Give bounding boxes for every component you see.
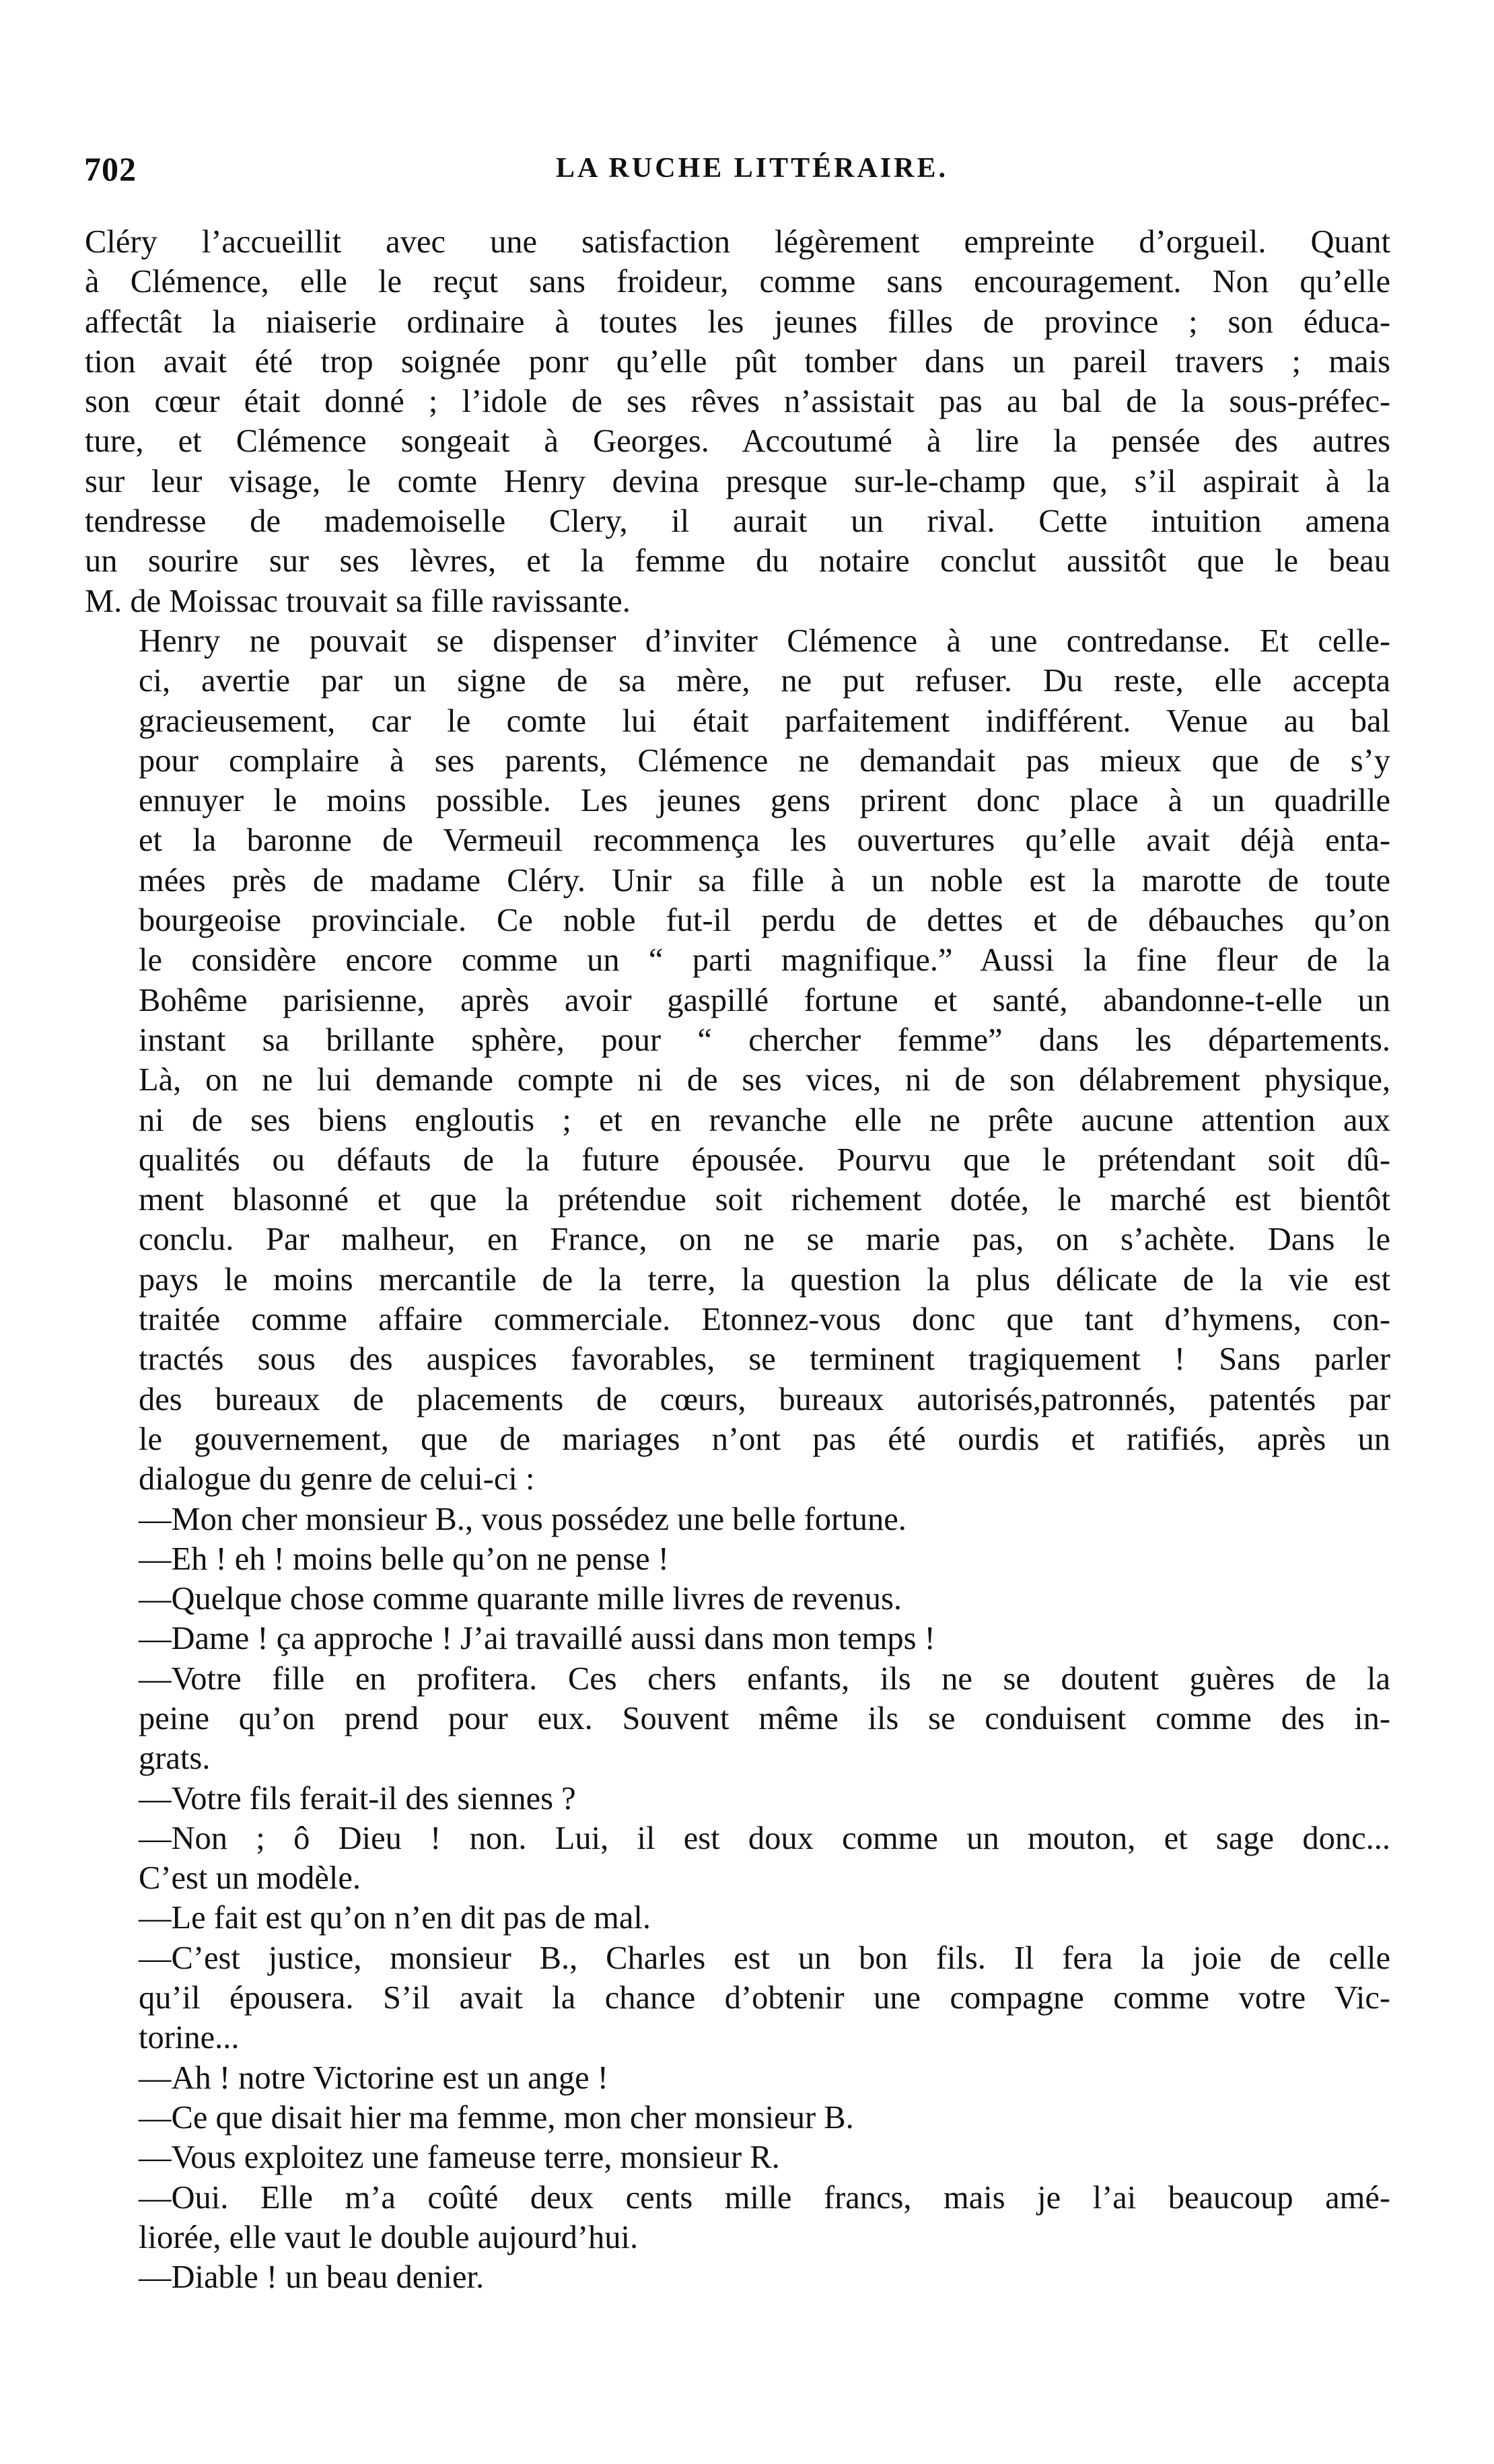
text-line: —C’est justice, monsieur B., Charles est un bon fils. Il fera la joie de celle xyxy=(139,1940,1390,1976)
text-line: —Eh ! eh ! moins belle qu’on ne pense ! xyxy=(139,1541,669,1577)
text-line: Bohême parisienne, après avoir gaspillé fortune et santé, abandonne-t-elle un xyxy=(139,982,1390,1018)
page-number: 702 xyxy=(84,150,137,188)
text-line: le considère encore comme un “ parti magnifique.” Aussi la fine fleur de la xyxy=(139,942,1390,979)
text-line: ci, avertie par un signe de sa mère, ne put refuser. Du reste, elle accepta xyxy=(139,663,1390,699)
paragraph xyxy=(85,2058,1390,2098)
text-line: qualités ou défauts de la future épousée. Pourvu que le prétendant soit dû- xyxy=(139,1141,1390,1178)
text-line: —Dame ! ça approche ! J’ai travaillé aussi dans mon temps ! xyxy=(139,1621,935,1657)
text-line: affectât la niaiserie ordinaire à toutes les jeunes filles de province ; son éduca- xyxy=(85,304,1390,340)
text-line: le gouvernement, que de mariages n’ont pas été ourdis et ratifiés, après un xyxy=(139,1421,1390,1457)
paragraph xyxy=(85,1619,1390,1658)
text-line: —Le fait est qu’on n’en dit pas de mal. xyxy=(139,1900,651,1936)
text-line: —Diable ! un beau denier. xyxy=(139,2259,485,2296)
paragraph xyxy=(85,2178,1390,2258)
text-line: un sourire sur ses lèvres, et la femme du notaire conclut aussitôt que le beau xyxy=(85,543,1390,579)
paragraph xyxy=(85,1579,1390,1619)
text-line: traitée comme affaire commerciale. Etonnez-vous donc que tant d’hymens, con- xyxy=(139,1302,1390,1338)
text-line: ennuyer le moins possible. Les jeunes gens prirent donc place à un quadrille xyxy=(139,783,1390,819)
text-line: dialogue du genre de celui-ci : xyxy=(139,1461,535,1498)
paragraph xyxy=(85,1539,1390,1579)
text-line: peine qu’on prend pour eux. Souvent même ils se conduisent comme des in- xyxy=(139,1700,1390,1736)
text-line: et la baronne de Vermeuil recommença les ouvertures qu’elle avait déjà enta- xyxy=(139,822,1390,859)
text-line: —Votre fille en profitera. Ces chers enfants, ils ne se doutent guères de la xyxy=(139,1660,1390,1697)
text-line: torine... xyxy=(139,2020,240,2056)
text-line: —Quelque chose comme quarante mille livres de revenus. xyxy=(139,1581,902,1617)
text-line: bourgeoise provinciale. Ce noble fut-il perdu de dettes et de débauches qu’on xyxy=(139,903,1390,939)
running-head xyxy=(84,149,1420,192)
text-line: tion avait été trop soignée ponr qu’elle pût tomber dans un pareil travers ; mais xyxy=(85,343,1390,380)
text-line: mées près de madame Cléry. Unir sa fille à un noble est la marotte de toute xyxy=(139,862,1390,899)
text-line: Là, on ne lui demande compte ni de ses vices, ni de son délabrement physique, xyxy=(139,1062,1390,1098)
text-line: qu’il épousera. S’il avait la chance d’obtenir une compagne comme votre Vic- xyxy=(139,1980,1390,2016)
text-line: tendresse de mademoiselle Clery, il aurait un rival. Cette intuition amena xyxy=(85,503,1390,540)
text-line: —Votre fils ferait-il des siennes ? xyxy=(139,1780,576,1817)
text-line: pays le moins mercantile de la terre, la question la plus délicate de la vie est xyxy=(139,1261,1390,1298)
text-line: —Non ; ô Dieu ! non. Lui, il est doux comme un mouton, et sage donc... xyxy=(139,1820,1390,1856)
paragraph xyxy=(85,1779,1390,1819)
text-line: conclu. Par malheur, en France, on ne se marie pas, on s’achète. Dans le xyxy=(139,1222,1390,1258)
journal-title: LA RUCHE LITTÉRAIRE. xyxy=(556,153,948,184)
text-line: à Clémence, elle le reçut sans froideur, comme sans encouragement. Non qu’elle xyxy=(85,264,1390,300)
text-line: —Ah ! notre Victorine est un ange ! xyxy=(139,2060,608,2096)
paragraph xyxy=(85,2257,1390,2297)
text-line: Cléry l’accueillit avec une satisfaction légèrement empreinte d’orgueil. Quant xyxy=(85,224,1390,260)
text-line: ni de ses biens engloutis ; et en revanche elle ne prête aucune attention aux xyxy=(139,1102,1390,1138)
paragraph xyxy=(85,1819,1390,1899)
paragraph xyxy=(85,2138,1390,2177)
text-line: instant sa brillante sphère, pour “ chercher femme” dans les départements. xyxy=(139,1022,1390,1058)
body-text xyxy=(85,222,1390,2297)
text-line: C’est un modèle. xyxy=(139,1860,361,1897)
text-line: ture, et Clémence songeait à Georges. Accoutumé à lire la pensée des autres xyxy=(85,423,1390,460)
paragraph xyxy=(85,1898,1390,1938)
text-line: pour complaire à ses parents, Clémence ne demandait pas mieux que de s’y xyxy=(139,742,1390,779)
text-line: —Mon cher monsieur B., vous possédez une belle fortune. xyxy=(139,1501,906,1537)
text-line: des bureaux de placements de cœurs, bureaux autorisés,patronnés, patentés par xyxy=(139,1381,1390,1417)
paragraph xyxy=(85,1938,1390,2058)
text-line: grats. xyxy=(139,1740,211,1777)
paragraph xyxy=(85,2098,1390,2138)
text-line: —Vous exploitez une fameuse terre, monsieur R. xyxy=(139,2140,780,2176)
text-line: sur leur visage, le comte Henry devina presque sur-le-champ que, s’il aspirait à la xyxy=(85,463,1390,499)
paragraph xyxy=(85,222,1390,621)
text-line: liorée, elle vaut le double aujourd’hui. xyxy=(139,2219,639,2255)
paragraph xyxy=(85,1500,1390,1539)
paragraph xyxy=(85,621,1390,1500)
text-line: gracieusement, car le comte lui était parfaitement indifférent. Venue au bal xyxy=(139,703,1390,739)
text-line: Henry ne pouvait se dispenser d’inviter Clémence à une contredanse. Et celle- xyxy=(139,623,1390,659)
text-line: —Oui. Elle m’a coûté deux cents mille francs, mais je l’ai beaucoup amé- xyxy=(139,2179,1390,2216)
text-line: —Ce que disait hier ma femme, mon cher monsieur B. xyxy=(139,2099,854,2136)
text-line: son cœur était donné ; l’idole de ses rêves n’assistait pas au bal de la sous-préfec- xyxy=(85,384,1390,420)
text-line: M. de Moissac trouvait sa fille ravissante. xyxy=(85,583,631,619)
paragraph xyxy=(85,1659,1390,1779)
text-line: tractés sous des auspices favorables, se terminent tragiquement ! Sans parler xyxy=(139,1341,1390,1378)
text-line: ment blasonné et que la prétendue soit richement dotée, le marché est bientôt xyxy=(139,1182,1390,1218)
